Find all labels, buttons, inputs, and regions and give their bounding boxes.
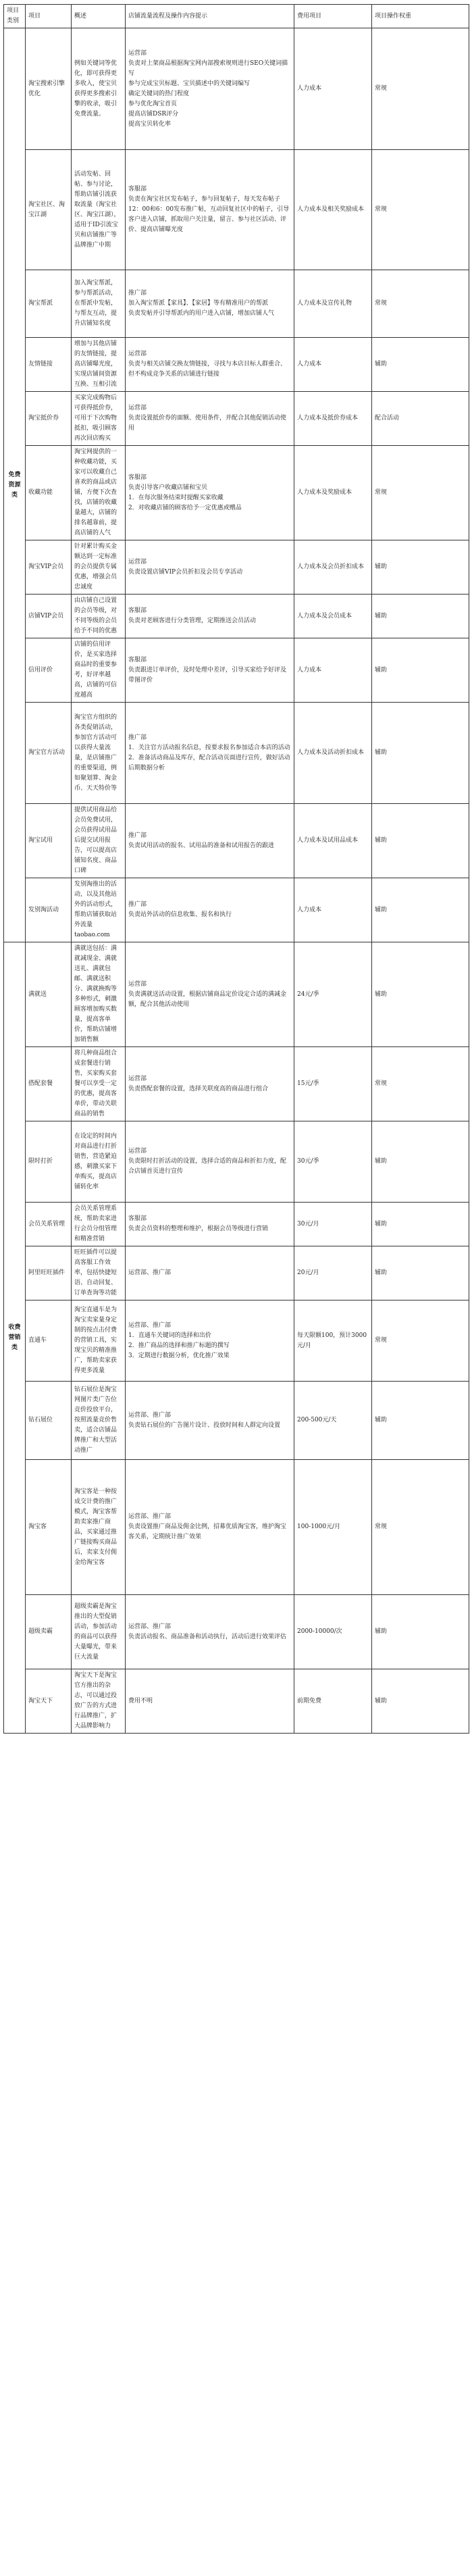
description-cell: 由店铺自己设置的会员等级，对不同等级的会员给予不同的优惠 — [72, 595, 126, 638]
detail-cell: 运营部 负责限时打折活动的设置，选择合适的商品和折扣力度，配合店铺首页进行宣传 — [126, 1121, 294, 1203]
weight-cell: 辅助 — [372, 804, 469, 878]
weight-cell: 辅助 — [372, 703, 469, 804]
cost-cell: 人力成本及相关奖励成本 — [294, 150, 372, 270]
table-row — [4, 1246, 469, 1300]
description-cell: 淘宝直通车是为淘宝卖家量身定制的按点击付费的营销工具，实现宝贝的精准推广，帮助卖家获得更多流量 — [72, 1300, 126, 1382]
cost-cell: 前期免费 — [294, 1669, 372, 1734]
cost-cell: 人力成本及宣传礼物 — [294, 270, 372, 338]
detail-cell: 运营部、推广部 负责钻石展位的广告图片设计、投放时间和人群定向设置 — [126, 1382, 294, 1460]
item-cell: 发别淘活动 — [26, 878, 72, 942]
detail-cell: 推广部 加入淘宝帮派【家具】、【家居】等有精准用户的帮派 负责发帖并引导帮派内的用户进入店铺，增加店铺人气 — [126, 270, 294, 338]
item-cell: 收藏功能 — [26, 446, 72, 540]
cost-cell: 人力成本 — [294, 878, 372, 942]
item-cell: 直通车 — [26, 1300, 72, 1382]
table-row — [4, 270, 469, 338]
item-cell: 满就送 — [26, 942, 72, 1047]
table-row — [4, 804, 469, 878]
cost-cell: 2000-10000/次 — [294, 1595, 372, 1669]
table-row — [4, 638, 469, 703]
item-cell: 淘宝官方活动 — [26, 703, 72, 804]
detail-cell: 运营部 负责对上架商品根据淘宝网内部搜索规则进行SEO关键词描写 参与完成宝贝标题、宝贝描述中的关键词编写 确定关键词的热门程度 参与优化淘宝首页 提高店铺DSR评分 提高宝贝转化率 — [126, 28, 294, 150]
detail-cell: 客服部 负责在淘宝社区发布帖子，参与回复帖子，每天发布帖子12：00和6：00发布推广帖，互动回复社区中的帖子，引导客户进入店铺，抓取用户关注量，留言、参与社区活动、评价、提高店铺曝光度 — [126, 150, 294, 270]
cost-cell: 人力成本 — [294, 28, 372, 150]
table-row — [4, 878, 469, 942]
detail-cell: 客服部 负责会员资料的整理和维护，根据会员等级进行营销 — [126, 1203, 294, 1246]
cost-cell: 人力成本及奖励成本 — [294, 446, 372, 540]
description-cell: 淘宝天下是淘宝官方推出的杂志，可以通过投放广告的方式进行品牌推广，扩大品牌影响力 — [72, 1669, 126, 1734]
item-cell: 淘宝试用 — [26, 804, 72, 878]
weight-cell: 辅助 — [372, 1203, 469, 1246]
weight-cell: 常规 — [372, 270, 469, 338]
weight-cell: 辅助 — [372, 942, 469, 1047]
description-cell: 增加与其他店铺的友情链接，提高店铺曝光度，实现店铺间资源互换、互相引流 — [72, 338, 126, 392]
cost-cell: 人力成本 — [294, 638, 372, 703]
detail-cell: 客服部 负责跟进订单评价，及时处理中差评，引导买家给予好评及带图评价 — [126, 638, 294, 703]
table-row — [4, 1460, 469, 1595]
description-cell: 例如关键词等优化，即可获得更多收入，使宝贝获得更多搜索引擎的收录，吸引免费流量。 — [72, 28, 126, 150]
description-cell: 买家完成购物后可获得抵价券，可用于下次购物抵扣，吸引顾客再次回店购买 — [72, 392, 126, 446]
cost-cell: 人力成本及会员成本 — [294, 595, 372, 638]
description-cell: 提供试用商品给会员免费试用，会员获得试用品后提交试用报告，可以提高店铺知名度、商品口碑 — [72, 804, 126, 878]
description-cell: 超级卖霸是淘宝推出的大型促销活动，参加活动的商品可以获得大量曝光，带来巨大流量 — [72, 1595, 126, 1669]
item-cell: 友情链接 — [26, 338, 72, 392]
description-cell: 淘宝客是一种按成交计费的推广模式，淘宝客帮助卖家推广商品，买家通过推广链接购买商品后，卖家支付佣金给淘宝客 — [72, 1460, 126, 1595]
detail-cell: 客服部 负责对老顾客进行分类管理，定期推送会员活动 — [126, 595, 294, 638]
description-cell: 发别淘推出的活动，以及其他站外的活动形式，帮助店铺获取站外流量 taobao.com — [72, 878, 126, 942]
plan-table — [3, 4, 469, 1734]
table-row — [4, 942, 469, 1047]
table-row — [4, 1669, 469, 1734]
cost-cell: 人力成本及抵价券成本 — [294, 392, 372, 446]
detail-cell: 运营部 负责与相关店铺交换友情链接，寻找与本店目标人群重合、但不构成竞争关系的店铺进行链接 — [126, 338, 294, 392]
weight-cell: 辅助 — [372, 1121, 469, 1203]
table-row — [4, 595, 469, 638]
cost-cell: 15元/季 — [294, 1047, 372, 1121]
description-cell: 针对累计购买金额达到一定标准的会员提供专属优惠，增强会员忠诚度 — [72, 540, 126, 595]
table-row — [4, 1382, 469, 1460]
detail-cell: 运营部 负责搭配套餐的设置，选择关联度高的商品进行组合 — [126, 1047, 294, 1121]
table-row — [4, 1203, 469, 1246]
weight-cell: 常规 — [372, 28, 469, 150]
table-row — [4, 446, 469, 540]
item-cell: 店铺VIP会员 — [26, 595, 72, 638]
table-row — [4, 703, 469, 804]
table-row — [4, 1300, 469, 1382]
cost-cell: 人力成本 — [294, 338, 372, 392]
table-row — [4, 1047, 469, 1121]
table-row — [4, 150, 469, 270]
item-cell: 淘宝客 — [26, 1460, 72, 1595]
detail-cell: 运营部、推广部 负责设置推广商品及佣金比例，招募优质淘宝客，维护淘宝客关系，定期统计推广效果 — [126, 1460, 294, 1595]
cost-cell: 200-500元/天 — [294, 1382, 372, 1460]
weight-cell: 辅助 — [372, 1669, 469, 1734]
weight-cell: 配合活动 — [372, 392, 469, 446]
cost-cell: 24元/季 — [294, 942, 372, 1047]
category-cell: 免费资源类 — [4, 28, 26, 942]
table-row — [4, 28, 469, 150]
detail-cell: 运营部、推广部 — [126, 1246, 294, 1300]
weight-cell: 常规 — [372, 1460, 469, 1595]
weight-cell: 辅助 — [372, 878, 469, 942]
detail-cell: 运营部 负责设置店铺VIP会员折扣及会员专享活动 — [126, 540, 294, 595]
header-category: 项目类别 — [4, 5, 26, 28]
detail-cell: 运营部 负责满就送活动设置，根据店铺商品定价设定合适的满减金额，配合其他活动使用 — [126, 942, 294, 1047]
item-cell: 淘宝帮派 — [26, 270, 72, 338]
header-weight: 项目操作权重 — [372, 5, 469, 28]
item-cell: 淘宝社区、淘宝江湖 — [26, 150, 72, 270]
item-cell: 淘宝VIP会员 — [26, 540, 72, 595]
description-cell: 满就送包括：满就减现金、满就送礼、满就包邮、满就送积分、满就换购等多种形式，刺激顾客增加购买数量，提高客单价，帮助店铺增加销售额 — [72, 942, 126, 1047]
header-detail: 店铺流量流程及操作内容提示 — [126, 5, 294, 28]
weight-cell: 辅助 — [372, 1382, 469, 1460]
description-cell: 钻石展位是淘宝网图片类广告位竞价投放平台，按照流量竞价售卖，适合店铺品牌推广和大型活动推广 — [72, 1382, 126, 1460]
table-row — [4, 338, 469, 392]
cost-cell: 30元/月 — [294, 1203, 372, 1246]
cost-cell: 30元/季 — [294, 1121, 372, 1203]
item-cell: 淘宝搜索引擎优化 — [26, 28, 72, 150]
table-header-row — [4, 5, 469, 28]
item-cell: 钻石展位 — [26, 1382, 72, 1460]
category-cell: 收费营销类 — [4, 942, 26, 1734]
description-cell: 淘宝官方组织的各类促销活动，参加官方活动可以获得大量流量，是店铺推广的重要渠道，例如聚划算、淘金币、天天特价等 — [72, 703, 126, 804]
table-row — [4, 1595, 469, 1669]
table-row — [4, 392, 469, 446]
item-cell: 淘宝天下 — [26, 1669, 72, 1734]
detail-cell: 客服部 负责引导客户收藏店铺和宝贝 1．在每次服务结束时提醒买家收藏 2．对收藏店铺的顾客给予一定优惠或赠品 — [126, 446, 294, 540]
detail-cell: 推广部 负责试用活动的报名、试用品的准备和试用报告的跟进 — [126, 804, 294, 878]
description-cell: 淘宝网提供的一种收藏功能，买家可以收藏自己喜欢的商品或店铺，方便下次查找，店铺的收藏量越大，店铺的排名越靠前，提高店铺的人气 — [72, 446, 126, 540]
weight-cell: 辅助 — [372, 1595, 469, 1669]
description-cell: 店铺的信用评价，是买家选择商品时的重要参考，好评率越高，店铺的可信度越高 — [72, 638, 126, 703]
detail-cell: 运营部 负责设置抵价券的面额、使用条件，并配合其他促销活动使用 — [126, 392, 294, 446]
table-row — [4, 1121, 469, 1203]
header-cost: 费用项目 — [294, 5, 372, 28]
item-cell: 超级卖霸 — [26, 1595, 72, 1669]
item-cell: 会员关系管理 — [26, 1203, 72, 1246]
detail-cell: 费用不明 — [126, 1669, 294, 1734]
cost-cell: 100-1000元/月 — [294, 1460, 372, 1595]
item-cell: 阿里旺旺插件 — [26, 1246, 72, 1300]
detail-cell: 推广部 负责站外活动的信息收集、报名和执行 — [126, 878, 294, 942]
description-cell: 会员关系管理系统，帮助卖家进行会员分组管理和精准营销 — [72, 1203, 126, 1246]
weight-cell: 常规 — [372, 446, 469, 540]
description-cell: 在设定的时间内对商品进行打折销售，营造紧迫感，刺激买家下单购买，提高店铺转化率 — [72, 1121, 126, 1203]
cost-cell: 每天限额100，预计3000元/月 — [294, 1300, 372, 1382]
weight-cell: 辅助 — [372, 338, 469, 392]
description-cell: 加入淘宝帮派，参与帮派活动，在帮派中发帖，与帮友互动，提升店铺知名度 — [72, 270, 126, 338]
header-description: 概述 — [72, 5, 126, 28]
weight-cell: 辅助 — [372, 1246, 469, 1300]
description-cell: 旺旺插件可以提高客服工作效率，包括快捷短语、自动回复、订单查询等功能 — [72, 1246, 126, 1300]
detail-cell: 推广部 1．关注官方活动报名信息，按要求报名参加适合本店的活动 2．准备活动商品及库存，配合活动页面进行宣传，做好活动后期数据分析 — [126, 703, 294, 804]
cost-cell: 人力成本及活动折扣成本 — [294, 703, 372, 804]
item-cell: 淘宝抵价券 — [26, 392, 72, 446]
weight-cell: 常规 — [372, 1047, 469, 1121]
cost-cell: 人力成本及试用品成本 — [294, 804, 372, 878]
header-item: 项目 — [26, 5, 72, 28]
item-cell: 限时打折 — [26, 1121, 72, 1203]
item-cell: 搭配套餐 — [26, 1047, 72, 1121]
table-row — [4, 540, 469, 595]
weight-cell: 辅助 — [372, 595, 469, 638]
weight-cell: 辅助 — [372, 540, 469, 595]
weight-cell: 常规 — [372, 1300, 469, 1382]
cost-cell: 人力成本及会员折扣成本 — [294, 540, 372, 595]
detail-cell: 运营部、推广部 负责活动报名、商品准备和活动执行，活动后进行效果评估 — [126, 1595, 294, 1669]
item-cell: 信用评价 — [26, 638, 72, 703]
weight-cell: 常规 — [372, 150, 469, 270]
detail-cell: 运营部、推广部 1．直通车关键词的选择和出价 2．推广商品的选择和推广标题的撰写 3．定期进行数据分析，优化推广效果 — [126, 1300, 294, 1382]
weight-cell: 辅助 — [372, 638, 469, 703]
description-cell: 将几种商品组合成套餐进行销售，买家购买套餐可以享受一定的优惠，提高客单价，带动关联商品的销售 — [72, 1047, 126, 1121]
cost-cell: 20元/月 — [294, 1246, 372, 1300]
description-cell: 活动发帖、回帖、参与讨论，帮助店铺引流获取流量（淘宝社区、淘宝江湖），适用于ID引流宝贝和店铺推广等品牌推广中期 — [72, 150, 126, 270]
